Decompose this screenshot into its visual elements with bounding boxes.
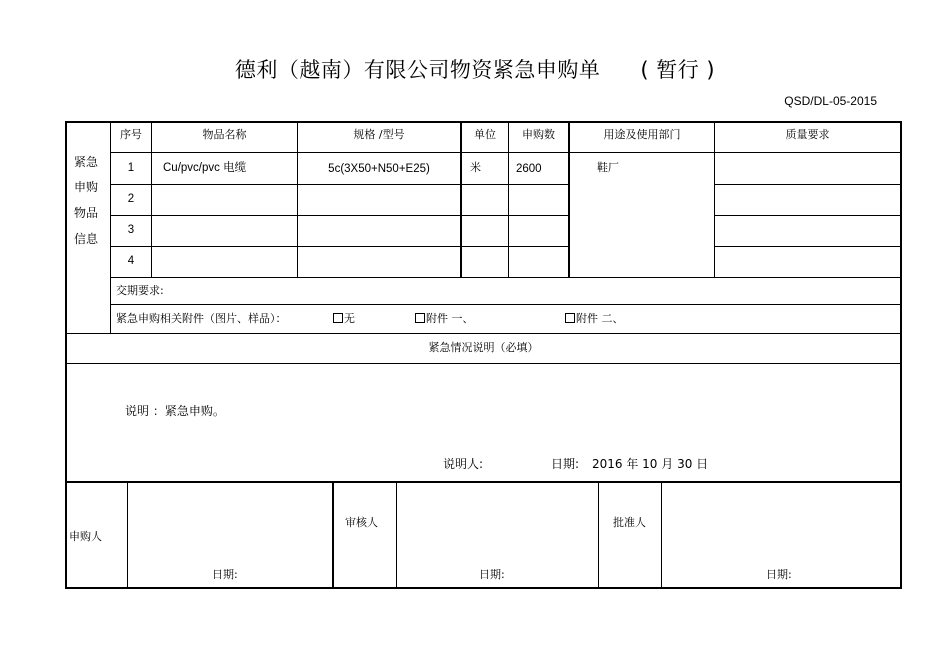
row-2-no: 2 [127, 193, 135, 205]
side-label-1: 紧急 [74, 155, 99, 169]
checkbox-icon[interactable] [333, 313, 343, 323]
attach-one-option[interactable] [415, 312, 474, 326]
row-3-no: 3 [127, 224, 135, 236]
row-4-no: 4 [127, 255, 135, 267]
row-1-name: Cu/pvc/pvc 电缆 [163, 162, 247, 174]
header-name: 物品名称 [202, 128, 247, 141]
attach-none-label: 无 [344, 312, 355, 325]
attach-two-option[interactable] [565, 312, 624, 326]
attachments-label: 紧急申购相关附件（图片、样品）： [116, 312, 287, 325]
header-dept: 用途及使用部门 [603, 128, 681, 141]
row-1-qty: 2600 [516, 163, 542, 175]
attach-one-label: 附件 一、 [426, 312, 474, 325]
side-label-3: 物品 [74, 206, 99, 220]
side-label-4: 信息 [74, 232, 99, 246]
row-1-dept: 鞋厂 [597, 161, 619, 174]
delivery-label: 交期要求: [116, 284, 164, 297]
attach-none-option[interactable] [333, 312, 355, 326]
explanation-header: 紧急情况说明（必填） [428, 341, 539, 354]
reviewer-label: 审核人 [345, 516, 378, 529]
row-1-unit: 米 [470, 161, 481, 174]
header-quality: 质量要求 [785, 128, 830, 141]
reviewer-date-label: 日期: [479, 568, 505, 581]
document-code: QSD/DL-05-2015 [784, 94, 877, 108]
attach-two-label: 附件 二、 [576, 312, 624, 325]
row-1-spec: 5c(3X50+N50+E25) [328, 163, 430, 175]
header-no: 序号 [120, 128, 142, 141]
checkbox-icon[interactable] [415, 313, 425, 323]
approver-date-label: 日期: [766, 568, 792, 581]
explanation-date-value: 2016 年 10 月 30 日 [592, 457, 709, 471]
applicant-label: 申购人 [69, 530, 102, 543]
side-label-2: 申购 [74, 180, 99, 194]
approver-label: 批准人 [613, 516, 646, 529]
explanation-text: 说明 ：紧急申购。 [125, 404, 225, 418]
row-1-no: 1 [127, 162, 135, 174]
form-title: 德利（越南）有限公司物资紧急申购单 ( 暂行 ) [234, 58, 716, 82]
explainer-label: 说明人: [443, 457, 484, 471]
header-spec: 规格 /型号 [353, 128, 405, 141]
checkbox-icon[interactable] [565, 313, 575, 323]
header-unit: 单位 [474, 128, 496, 141]
applicant-date-label: 日期: [212, 568, 238, 581]
explanation-date-label: 日期: [551, 457, 580, 471]
header-qty: 申购数 [522, 128, 555, 141]
